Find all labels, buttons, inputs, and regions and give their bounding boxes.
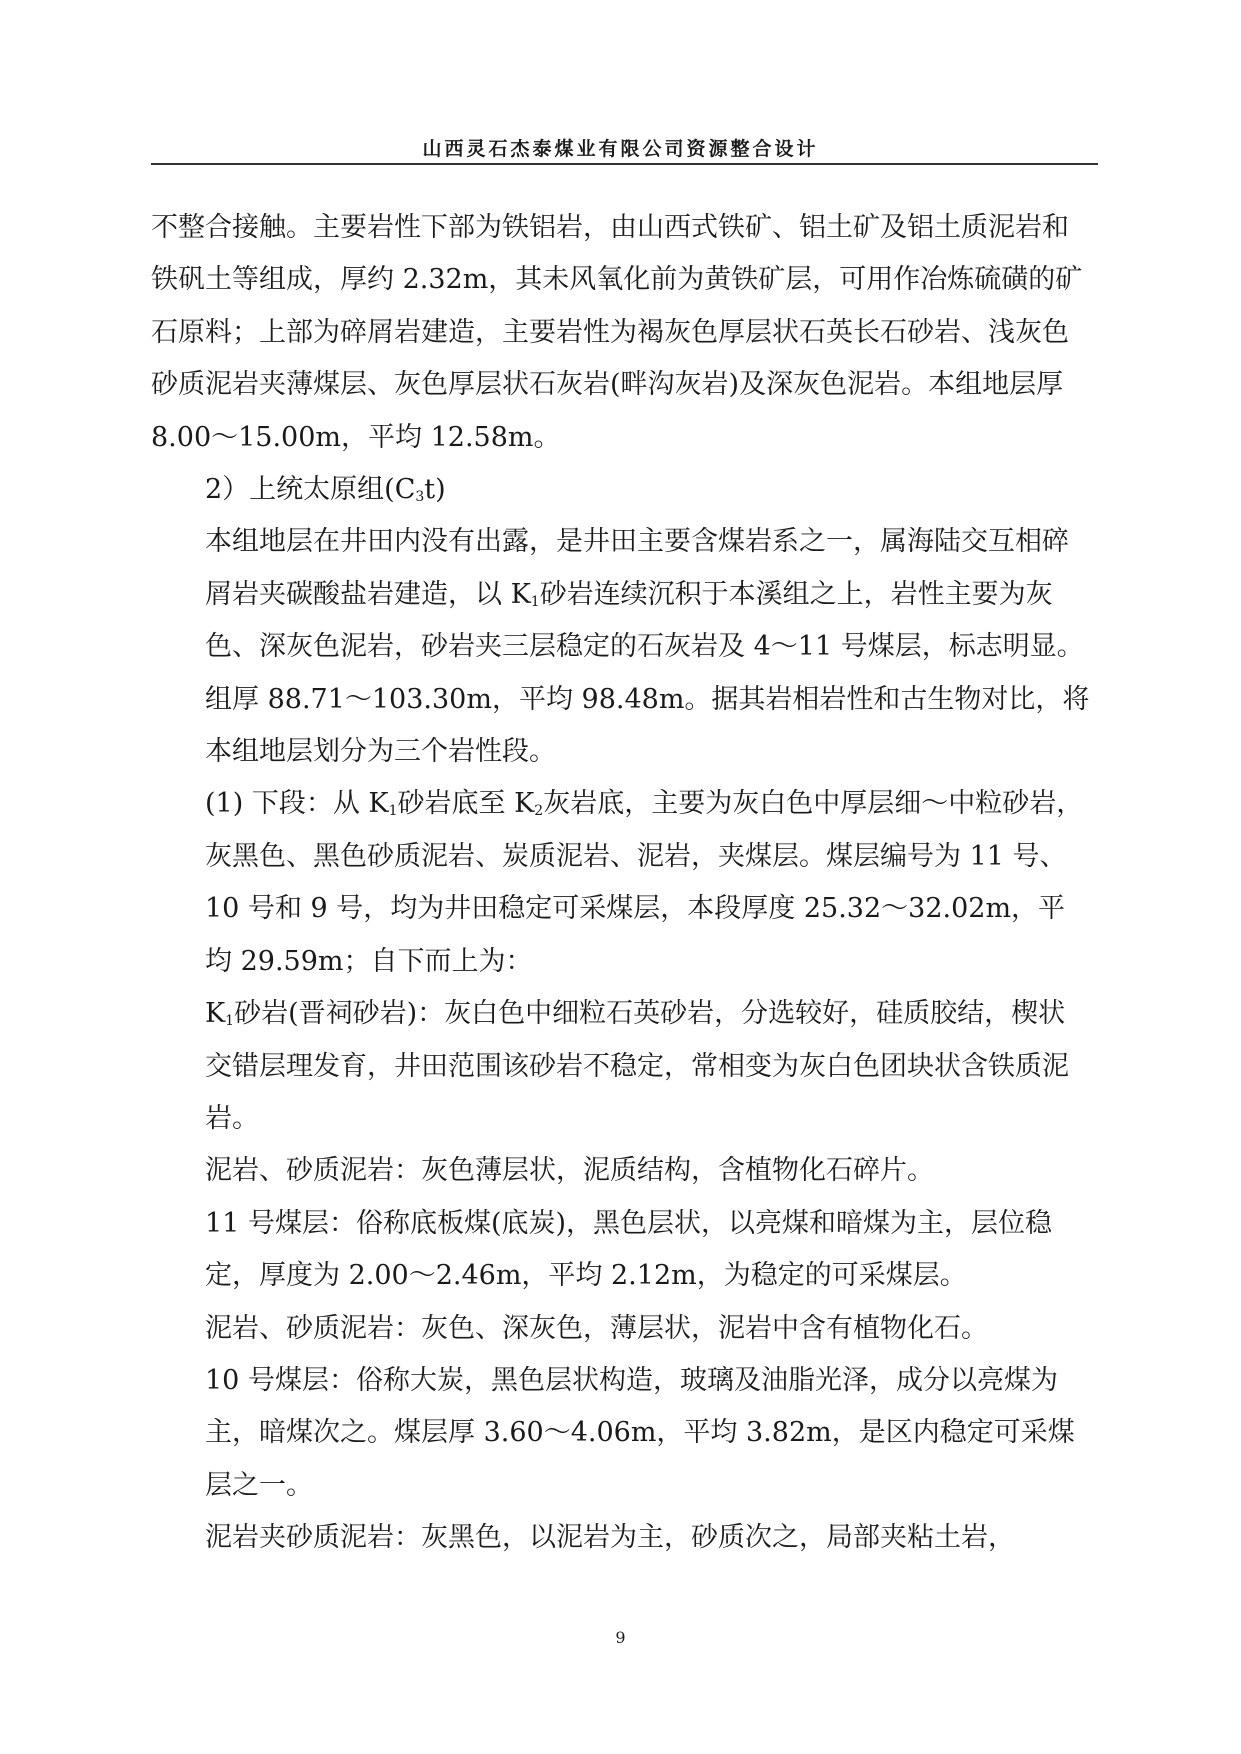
paragraph-p1 [151,202,1091,464]
text-run: 砂岩连续沉积于本溪组之上，岩性主要为灰色、深灰色泥岩，砂岩夹三层稳定的石灰岩及 4～11 号煤层，标志明显。组厚 88.71～103.30m，平均 98.48m。据其岩相岩性和古生物对比，将本组地层划分为三个岩性段。 [205,578,1090,768]
text-run: 泥岩、砂质泥岩：灰色、深灰色，薄层状，泥岩中含有植物化石。 [205,1312,988,1344]
text-run: 11 号煤层：俗称底板煤(底炭)，黑色层状，以亮煤和暗煤为主，层位稳定，厚度为 2.00～2.46m，平均 2.12m，为稳定的可采煤层。 [205,1207,1053,1292]
text-run: (1) 下段：从 K [205,788,389,820]
paragraph-p8 [151,1303,1091,1355]
running-header-title: 山西灵石杰泰煤业有限公司资源整合设计 [422,138,819,160]
subscript: 1 [388,803,398,820]
paragraph-p5 [151,988,1091,1145]
subscript: 1 [530,593,540,610]
text-run: 泥岩夹砂质泥岩：灰黑色，以泥岩为主，砂质次之，局部夹粘土岩， [205,1522,1015,1554]
text-run: 本组地层在井田内没有出露，是井田主要含煤岩系之一，属海陆交互相碎屑岩夹碳酸盐岩建造，以 K [205,526,1069,610]
text-run: 不整合接触。主要岩性下部为铁铝岩，由山西式铁矿、铝土矿及铝土质泥岩和铁矾土等组成，厚约 2.32m，其未风氧化前为黄铁矿层，可用作冶炼硫磺的矿石原料；上部为碎屑岩建造，主要岩性为褐灰色厚层状石英长石砂岩、浅灰色砂质泥岩夹薄煤层、灰色厚层状石灰岩(畔沟灰岩)及深灰色泥岩。本组地层厚 8.00～15.00m，平均 12.58m。 [151,212,1083,453]
paragraph-p9 [151,1355,1091,1512]
text-run: t) [424,474,446,506]
paragraph-p10 [151,1512,1091,1564]
text-run: 泥岩、砂质泥岩：灰色薄层状，泥质结构，含植物化石碎片。 [205,1155,934,1187]
paragraph-p6 [151,1145,1091,1197]
paragraph-p4 [151,778,1091,988]
paragraph-p3 [151,516,1091,778]
text-run: 10 号煤层：俗称大炭，黑色层状构造，玻璃及油脂光泽，成分以亮煤为主，暗煤次之。煤层厚 3.60～4.06m，平均 3.82m，是区内稳定可采煤层之一。 [205,1364,1075,1501]
text-run: K [205,998,226,1030]
document-body [151,202,1091,1565]
text-run: 2）上统太原组(C [205,474,416,506]
page-number: 9 [615,1628,626,1647]
subscript: 2 [534,803,544,820]
subscript: 1 [225,1013,235,1030]
text-run: 砂岩(晋祠砂岩)：灰白色中细粒石英砂岩，分选较好，硅质胶结，楔状交错层理发育，井田范围该砂岩不稳定，常相变为灰白色团块状含铁质泥岩。 [205,998,1069,1134]
paragraph-p2 [151,464,1091,516]
header-divider [151,163,1098,165]
text-run: 砂岩底至 K [397,788,535,820]
text-run: 灰岩底，主要为灰白色中厚层细～中粒砂岩，灰黑色、黑色砂质泥岩、炭质泥岩、泥岩，夹煤层。煤层编号为 11 号、10 号和 9 号，均为井田稳定可采煤层，本段厚度 25.32～32.02m，平均 29.59m；自下而上为： [205,788,1084,977]
paragraph-p7 [151,1198,1091,1303]
subscript: 3 [415,489,425,506]
